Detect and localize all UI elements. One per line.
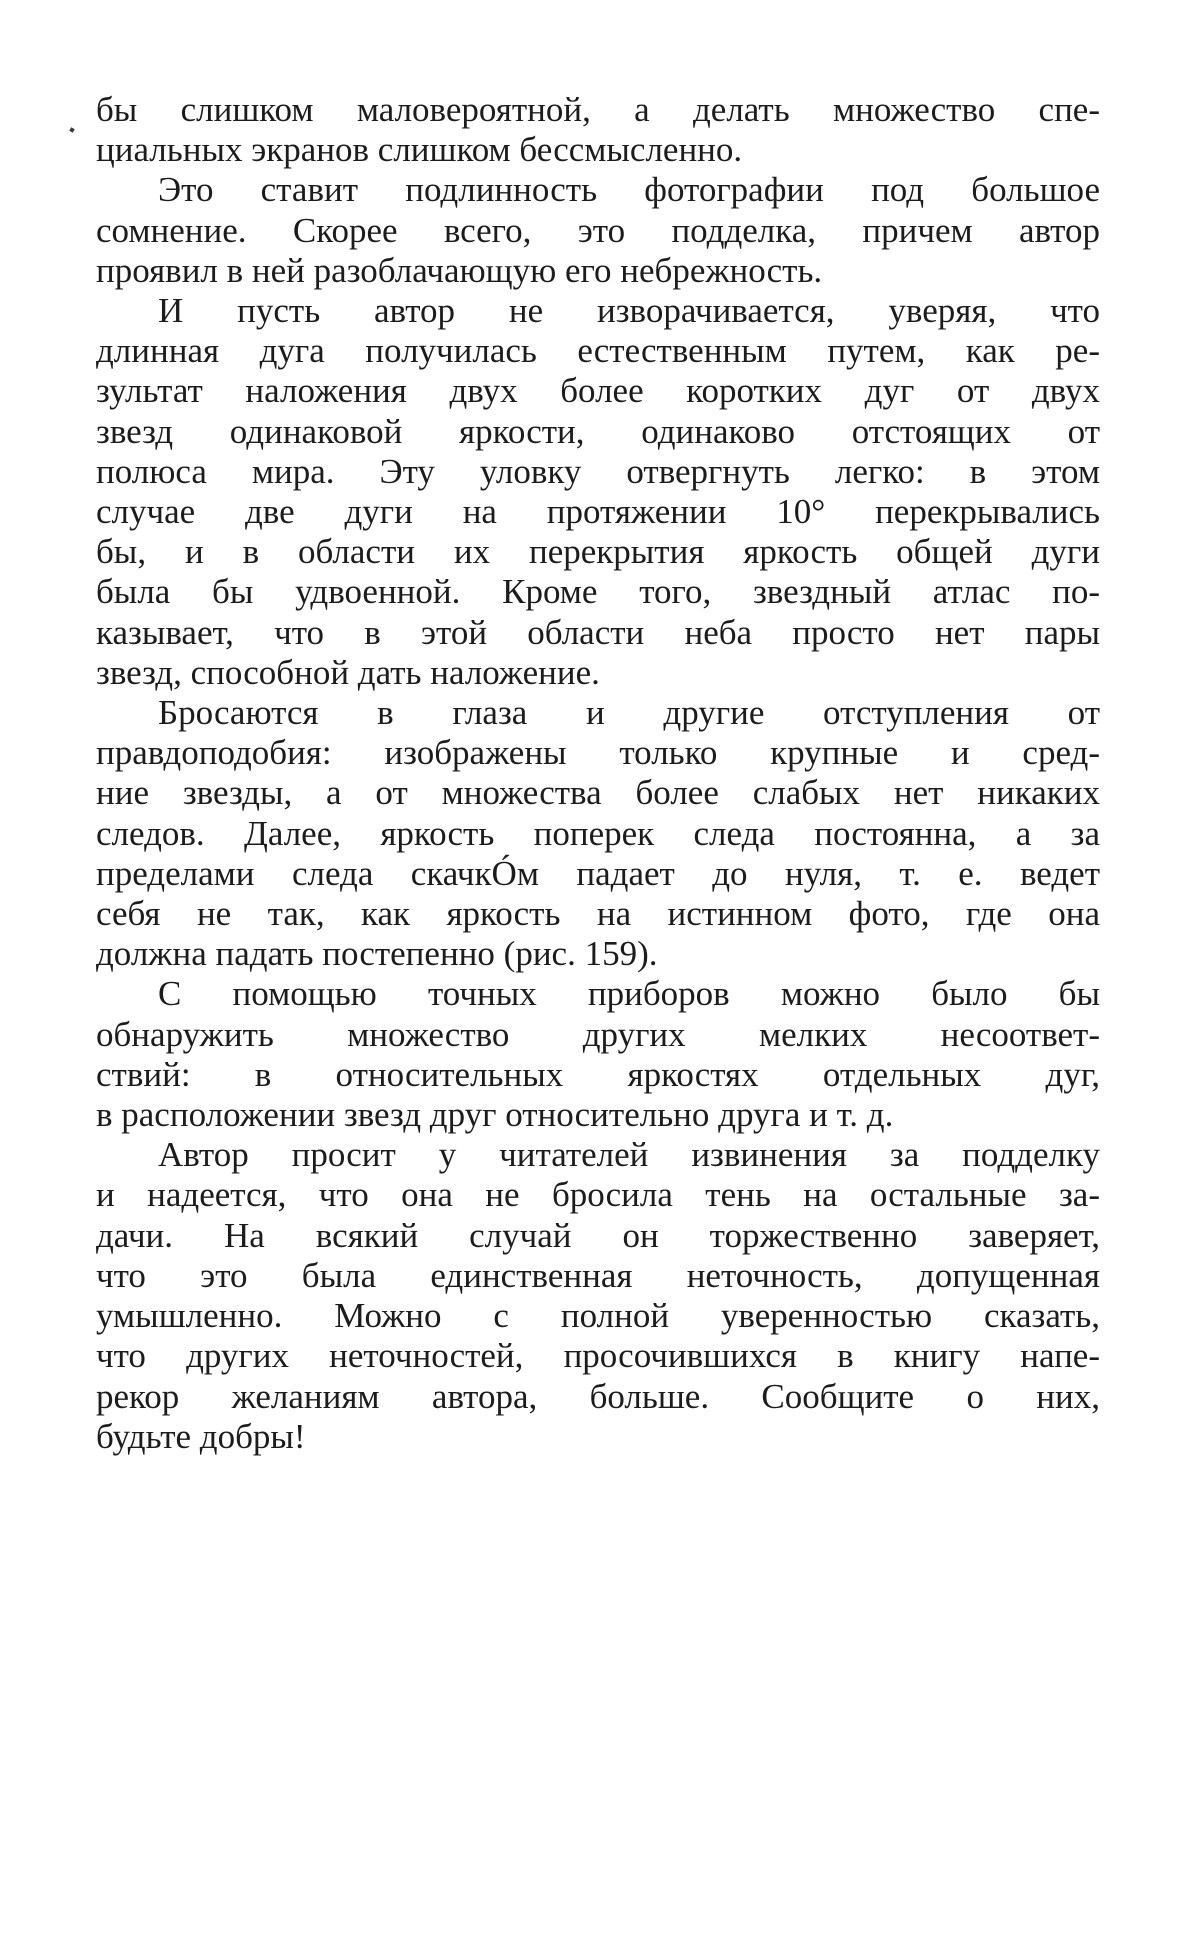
text-line: бы слишком маловероятной, а делать множество спе- — [96, 90, 1100, 129]
text-line: дачи. На всякий случай он торжественно заверяет, — [96, 1215, 1100, 1255]
text-line: случае две дуги на протяжении 10° перекрывались — [96, 492, 1100, 532]
text-line: обнаружить множество других мелких несоответ- — [96, 1014, 1100, 1054]
paragraph-6 — [96, 1135, 1100, 1457]
paragraph-3 — [96, 291, 1100, 693]
text-line: что других неточностей, просочившихся в книгу напе- — [96, 1336, 1100, 1376]
paragraph-2 — [96, 170, 1100, 291]
text-line: Это ставит подлинность фотографии под большое — [158, 170, 1100, 210]
stray-ink-mark — [69, 127, 74, 132]
text-line: Бросаются в глаза и другие отступления от — [158, 693, 1100, 733]
text-line: звезд, способной дать наложение. — [96, 652, 600, 692]
text-line: правдоподобия: изображены только крупные и сред- — [96, 733, 1100, 773]
text-line: умышленно. Можно с полной уверенностью сказать, — [96, 1296, 1100, 1336]
paragraph-1 — [96, 90, 1100, 170]
text-line: бы, и в области их перекрытия яркость общей дуги — [96, 532, 1100, 572]
text-line: была бы удвоенной. Кроме того, звездный атлас по- — [96, 572, 1100, 612]
text-line: рекор желаниям автора, больше. Сообщите о них, — [96, 1376, 1100, 1416]
text-line: казывает, что в этой области неба просто нет пары — [96, 612, 1100, 652]
text-line: ние звезды, а от множества более слабых нет никаких — [96, 773, 1100, 813]
text-line: будьте добры! — [96, 1416, 306, 1456]
text-line: пределами следа скачкÓм падает до нуля, т. е. ведет — [96, 853, 1100, 893]
text-line: проявил в ней разоблачающую его небрежность. — [96, 250, 823, 290]
text-line: в расположении звезд друг относительно друга и т. д. — [96, 1095, 894, 1135]
text-line: длинная дуга получилась естественным путем, как ре- — [96, 331, 1100, 371]
text-line: зультат наложения двух более коротких дуг от двух — [96, 371, 1100, 411]
text-line: себя не так, как яркость на истинном фото, где она — [96, 894, 1100, 934]
text-line: следов. Далее, яркость поперек следа постоянна, а за — [96, 813, 1100, 853]
text-line: звезд одинаковой яркости, одинаково отстоящих от — [96, 411, 1100, 451]
text-line: сомнение. Скорее всего, это подделка, причем автор — [96, 210, 1100, 250]
text-line: должна падать постепенно (рис. 159). — [96, 934, 658, 974]
paragraph-5 — [96, 974, 1100, 1135]
page-body — [96, 90, 1100, 1457]
text-line: ствий: в относительных яркостях отдельных дуг, — [96, 1054, 1100, 1094]
paragraph-4 — [96, 693, 1100, 974]
text-line: и надеется, что она не бросила тень на остальные за- — [96, 1175, 1100, 1215]
text-line: циальных экранов слишком бессмысленно. — [96, 130, 743, 170]
text-line: что это была единственная неточность, допущенная — [96, 1255, 1100, 1295]
text-line: Автор просит у читателей извинения за подделку — [158, 1135, 1100, 1175]
text-line: С помощью точных приборов можно было бы — [158, 974, 1100, 1014]
text-line: полюса мира. Эту уловку отвергнуть легко: в этом — [96, 451, 1100, 491]
text-line: И пусть автор не изворачивается, уверяя, что — [158, 291, 1100, 331]
